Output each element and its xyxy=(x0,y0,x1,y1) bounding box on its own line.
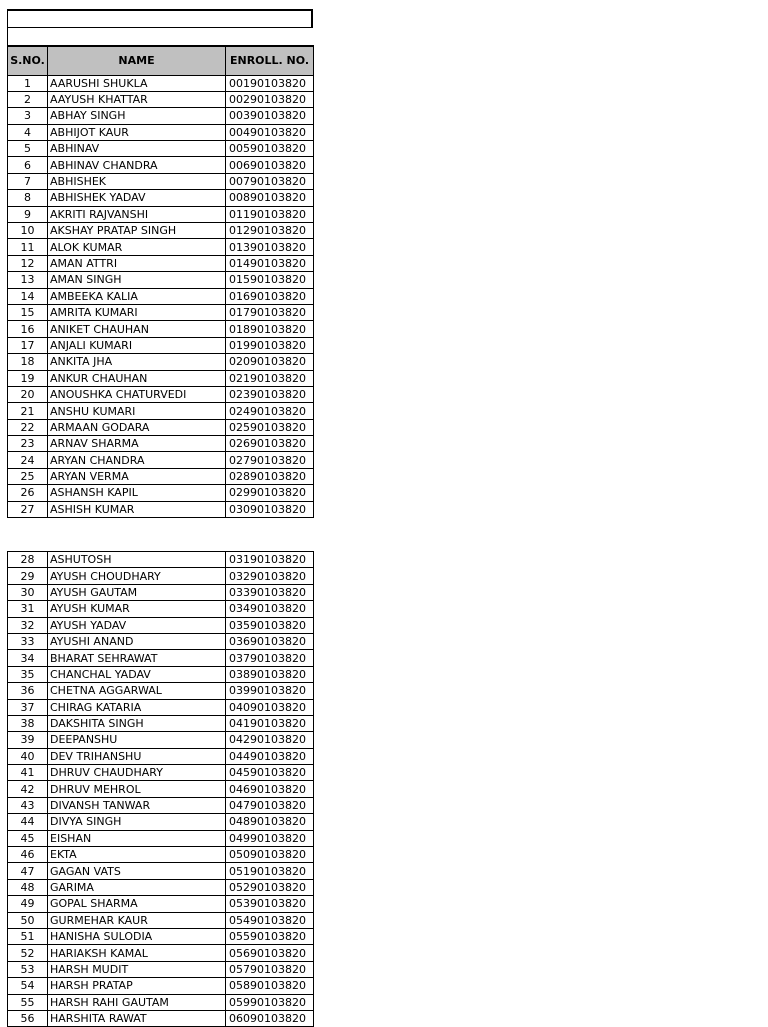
enroll-header: ENROLL. NO. xyxy=(226,46,314,75)
name-cell: AYUSHI ANAND xyxy=(48,633,226,649)
name-cell: GURMEHAR KAUR xyxy=(48,912,226,928)
enroll-no-cell: 00690103820 xyxy=(226,157,314,173)
table-row xyxy=(8,699,314,715)
sno-cell: 46 xyxy=(8,847,48,863)
enroll-no-cell: 05490103820 xyxy=(226,912,314,928)
table-row xyxy=(8,91,314,107)
table-row xyxy=(8,304,314,320)
name-cell: EKTA xyxy=(48,847,226,863)
name-cell: ANKITA JHA xyxy=(48,354,226,370)
sno-cell: 30 xyxy=(8,584,48,600)
sno-cell: 20 xyxy=(8,386,48,402)
enroll-no-cell: 03990103820 xyxy=(226,683,314,699)
sno-cell: 19 xyxy=(8,370,48,386)
enroll-no-cell: 02490103820 xyxy=(226,403,314,419)
sno-cell: 43 xyxy=(8,797,48,813)
table-row xyxy=(8,354,314,370)
sno-cell: 55 xyxy=(8,994,48,1010)
table-row xyxy=(8,141,314,157)
name-cell: AYUSH YADAV xyxy=(48,617,226,633)
table-row xyxy=(8,781,314,797)
name-cell: CHETNA AGGARWAL xyxy=(48,683,226,699)
sno-cell: 16 xyxy=(8,321,48,337)
enroll-no-cell: 04890103820 xyxy=(226,814,314,830)
table-row xyxy=(8,419,314,435)
table-row xyxy=(8,912,314,928)
table-row xyxy=(8,386,314,402)
enroll-no-cell: 02390103820 xyxy=(226,386,314,402)
sno-cell: 17 xyxy=(8,337,48,353)
enroll-no-cell: 04590103820 xyxy=(226,765,314,781)
enroll-no-cell: 05390103820 xyxy=(226,896,314,912)
enroll-no-cell: 04190103820 xyxy=(226,715,314,731)
sno-cell: 39 xyxy=(8,732,48,748)
student-table-part1 xyxy=(7,45,314,518)
name-cell: ARNAV SHARMA xyxy=(48,436,226,452)
enroll-no-cell: 02790103820 xyxy=(226,452,314,468)
enroll-no-cell: 03690103820 xyxy=(226,633,314,649)
name-cell: DHRUV CHAUDHARY xyxy=(48,765,226,781)
name-cell: AKRITI RAJVANSHI xyxy=(48,206,226,222)
sno-cell: 35 xyxy=(8,666,48,682)
enroll-no-cell: 03390103820 xyxy=(226,584,314,600)
blank-title-row xyxy=(7,9,313,27)
sno-cell: 21 xyxy=(8,403,48,419)
name-cell: ABHISHEK YADAV xyxy=(48,190,226,206)
sno-cell: 52 xyxy=(8,945,48,961)
name-cell: BHARAT SEHRAWAT xyxy=(48,650,226,666)
table-row xyxy=(8,748,314,764)
sno-cell: 50 xyxy=(8,912,48,928)
name-cell: EISHAN xyxy=(48,830,226,846)
name-cell: HARSH RAHI GAUTAM xyxy=(48,994,226,1010)
enroll-no-cell: 01190103820 xyxy=(226,206,314,222)
enroll-no-cell: 02090103820 xyxy=(226,354,314,370)
table-row xyxy=(8,683,314,699)
sno-cell: 8 xyxy=(8,190,48,206)
table-row xyxy=(8,765,314,781)
name-cell: AAYUSH KHATTAR xyxy=(48,91,226,107)
table-row xyxy=(8,568,314,584)
enroll-no-cell: 03590103820 xyxy=(226,617,314,633)
table-row xyxy=(8,732,314,748)
enroll-no-cell: 01590103820 xyxy=(226,272,314,288)
sno-cell: 53 xyxy=(8,961,48,977)
enroll-no-cell: 00290103820 xyxy=(226,91,314,107)
name-cell: ANSHU KUMARI xyxy=(48,403,226,419)
enroll-no-cell: 01390103820 xyxy=(226,239,314,255)
sno-cell: 15 xyxy=(8,304,48,320)
name-cell: ASHISH KUMAR xyxy=(48,501,226,517)
name-cell: AMAN SINGH xyxy=(48,272,226,288)
enroll-no-cell: 00890103820 xyxy=(226,190,314,206)
table-row xyxy=(8,896,314,912)
sno-cell: 56 xyxy=(8,1010,48,1026)
name-cell: ANIKET CHAUHAN xyxy=(48,321,226,337)
name-cell: DEV TRIHANSHU xyxy=(48,748,226,764)
enroll-no-cell: 04490103820 xyxy=(226,748,314,764)
enroll-no-cell: 05290103820 xyxy=(226,879,314,895)
sno-cell: 34 xyxy=(8,650,48,666)
enroll-no-cell: 03490103820 xyxy=(226,601,314,617)
sno-cell: 51 xyxy=(8,928,48,944)
table-row xyxy=(8,552,314,568)
table-row xyxy=(8,370,314,386)
name-cell: DIVYA SINGH xyxy=(48,814,226,830)
table-row xyxy=(8,814,314,830)
sno-cell: 44 xyxy=(8,814,48,830)
sno-cell: 31 xyxy=(8,601,48,617)
name-cell: AMRITA KUMARI xyxy=(48,304,226,320)
sno-cell: 25 xyxy=(8,468,48,484)
enroll-no-cell: 03190103820 xyxy=(226,552,314,568)
enroll-no-cell: 00590103820 xyxy=(226,141,314,157)
sno-cell: 3 xyxy=(8,108,48,124)
enroll-no-cell: 01790103820 xyxy=(226,304,314,320)
enroll-no-cell: 05790103820 xyxy=(226,961,314,977)
table-row xyxy=(8,879,314,895)
name-cell: ABHIJOT KAUR xyxy=(48,124,226,140)
table-row xyxy=(8,436,314,452)
enroll-no-cell: 01990103820 xyxy=(226,337,314,353)
enroll-no-cell: 05990103820 xyxy=(226,994,314,1010)
table-row xyxy=(8,666,314,682)
name-cell: ANOUSHKA CHATURVEDI xyxy=(48,386,226,402)
table-row xyxy=(8,1010,314,1026)
sno-cell: 6 xyxy=(8,157,48,173)
student-list-sheet xyxy=(7,9,313,518)
table-row xyxy=(8,124,314,140)
table-row xyxy=(8,255,314,271)
sno-cell: 23 xyxy=(8,436,48,452)
name-cell: GAGAN VATS xyxy=(48,863,226,879)
sno-cell: 1 xyxy=(8,75,48,91)
sno-header: S.NO. xyxy=(8,46,48,75)
name-cell: ANJALI KUMARI xyxy=(48,337,226,353)
name-cell: ARYAN CHANDRA xyxy=(48,452,226,468)
enroll-no-cell: 06090103820 xyxy=(226,1010,314,1026)
name-cell: AMBEEKA KALIA xyxy=(48,288,226,304)
sno-cell: 33 xyxy=(8,633,48,649)
name-cell: CHANCHAL YADAV xyxy=(48,666,226,682)
table-row xyxy=(8,321,314,337)
sno-cell: 29 xyxy=(8,568,48,584)
table-row xyxy=(8,945,314,961)
enroll-no-cell: 04090103820 xyxy=(226,699,314,715)
enroll-no-cell: 02590103820 xyxy=(226,419,314,435)
table-row xyxy=(8,994,314,1010)
sno-cell: 37 xyxy=(8,699,48,715)
student-table-part2 xyxy=(7,551,314,1027)
sno-cell: 22 xyxy=(8,419,48,435)
name-cell: AYUSH KUMAR xyxy=(48,601,226,617)
sno-cell: 24 xyxy=(8,452,48,468)
sno-cell: 18 xyxy=(8,354,48,370)
name-cell: ABHAY SINGH xyxy=(48,108,226,124)
sno-cell: 49 xyxy=(8,896,48,912)
name-cell: AARUSHI SHUKLA xyxy=(48,75,226,91)
table-row xyxy=(8,173,314,189)
table-row xyxy=(8,206,314,222)
name-cell: ABHINAV CHANDRA xyxy=(48,157,226,173)
name-cell: HANISHA SULODIA xyxy=(48,928,226,944)
table-row xyxy=(8,288,314,304)
enroll-no-cell: 02990103820 xyxy=(226,485,314,501)
sno-cell: 42 xyxy=(8,781,48,797)
enroll-no-cell: 01690103820 xyxy=(226,288,314,304)
sno-cell: 5 xyxy=(8,141,48,157)
enroll-no-cell: 03090103820 xyxy=(226,501,314,517)
sno-cell: 9 xyxy=(8,206,48,222)
table-row xyxy=(8,863,314,879)
name-cell: CHIRAG KATARIA xyxy=(48,699,226,715)
name-cell: AYUSH CHOUDHARY xyxy=(48,568,226,584)
sno-cell: 41 xyxy=(8,765,48,781)
table-row xyxy=(8,108,314,124)
enroll-no-cell: 03890103820 xyxy=(226,666,314,682)
name-cell: ABHISHEK xyxy=(48,173,226,189)
name-header: NAME xyxy=(48,46,226,75)
table-row xyxy=(8,830,314,846)
table-row xyxy=(8,797,314,813)
enroll-no-cell: 02190103820 xyxy=(226,370,314,386)
table-row xyxy=(8,485,314,501)
name-cell: DIVANSH TANWAR xyxy=(48,797,226,813)
sno-cell: 10 xyxy=(8,223,48,239)
name-cell: HARSH PRATAP xyxy=(48,978,226,994)
name-cell: DAKSHITA SINGH xyxy=(48,715,226,731)
table-row xyxy=(8,157,314,173)
table-row xyxy=(8,847,314,863)
name-cell: ASHANSH KAPIL xyxy=(48,485,226,501)
table-row xyxy=(8,223,314,239)
blank-subtitle-row xyxy=(7,27,313,45)
table-row xyxy=(8,978,314,994)
table-row xyxy=(8,337,314,353)
name-cell: HARSHITA RAWAT xyxy=(48,1010,226,1026)
name-cell: GOPAL SHARMA xyxy=(48,896,226,912)
name-cell: HARSH MUDIT xyxy=(48,961,226,977)
sno-cell: 12 xyxy=(8,255,48,271)
sno-cell: 26 xyxy=(8,485,48,501)
table-row xyxy=(8,403,314,419)
name-cell: GARIMA xyxy=(48,879,226,895)
sno-cell: 4 xyxy=(8,124,48,140)
sno-cell: 2 xyxy=(8,91,48,107)
sno-cell: 54 xyxy=(8,978,48,994)
enroll-no-cell: 01490103820 xyxy=(226,255,314,271)
name-cell: AKSHAY PRATAP SINGH xyxy=(48,223,226,239)
sno-cell: 27 xyxy=(8,501,48,517)
table-row xyxy=(8,650,314,666)
enroll-no-cell: 04290103820 xyxy=(226,732,314,748)
table-row xyxy=(8,601,314,617)
sno-cell: 13 xyxy=(8,272,48,288)
sno-cell: 32 xyxy=(8,617,48,633)
enroll-no-cell: 00190103820 xyxy=(226,75,314,91)
name-cell: DEEPANSHU xyxy=(48,732,226,748)
name-cell: ARYAN VERMA xyxy=(48,468,226,484)
table-row xyxy=(8,190,314,206)
sno-cell: 47 xyxy=(8,863,48,879)
name-cell: HARIAKSH KAMAL xyxy=(48,945,226,961)
table-row xyxy=(8,468,314,484)
enroll-no-cell: 04990103820 xyxy=(226,830,314,846)
enroll-no-cell: 00790103820 xyxy=(226,173,314,189)
header-row xyxy=(8,46,314,75)
enroll-no-cell: 05690103820 xyxy=(226,945,314,961)
table-row xyxy=(8,272,314,288)
name-cell: ARMAAN GODARA xyxy=(48,419,226,435)
sno-cell: 48 xyxy=(8,879,48,895)
sno-cell: 14 xyxy=(8,288,48,304)
name-cell: AYUSH GAUTAM xyxy=(48,584,226,600)
name-cell: ALOK KUMAR xyxy=(48,239,226,255)
enroll-no-cell: 04690103820 xyxy=(226,781,314,797)
sno-cell: 36 xyxy=(8,683,48,699)
name-cell: ASHUTOSH xyxy=(48,552,226,568)
enroll-no-cell: 03790103820 xyxy=(226,650,314,666)
enroll-no-cell: 02690103820 xyxy=(226,436,314,452)
sno-cell: 45 xyxy=(8,830,48,846)
table-row xyxy=(8,501,314,517)
enroll-no-cell: 00490103820 xyxy=(226,124,314,140)
enroll-no-cell: 02890103820 xyxy=(226,468,314,484)
enroll-no-cell: 05590103820 xyxy=(226,928,314,944)
table-row xyxy=(8,633,314,649)
table-row xyxy=(8,715,314,731)
sno-cell: 40 xyxy=(8,748,48,764)
table-row xyxy=(8,452,314,468)
table-row xyxy=(8,617,314,633)
enroll-no-cell: 03290103820 xyxy=(226,568,314,584)
enroll-no-cell: 01890103820 xyxy=(226,321,314,337)
name-cell: ANKUR CHAUHAN xyxy=(48,370,226,386)
enroll-no-cell: 05090103820 xyxy=(226,847,314,863)
name-cell: DHRUV MEHROL xyxy=(48,781,226,797)
table-row xyxy=(8,961,314,977)
name-cell: AMAN ATTRI xyxy=(48,255,226,271)
table-body-part1 xyxy=(8,75,314,518)
table-row xyxy=(8,584,314,600)
enroll-no-cell: 05190103820 xyxy=(226,863,314,879)
name-cell: ABHINAV xyxy=(48,141,226,157)
table-row xyxy=(8,75,314,91)
table-row xyxy=(8,928,314,944)
table-row xyxy=(8,239,314,255)
sno-cell: 11 xyxy=(8,239,48,255)
enroll-no-cell: 01290103820 xyxy=(226,223,314,239)
sno-cell: 28 xyxy=(8,552,48,568)
table-body-part2 xyxy=(8,552,314,1027)
sno-cell: 7 xyxy=(8,173,48,189)
enroll-no-cell: 04790103820 xyxy=(226,797,314,813)
enroll-no-cell: 05890103820 xyxy=(226,978,314,994)
enroll-no-cell: 00390103820 xyxy=(226,108,314,124)
sno-cell: 38 xyxy=(8,715,48,731)
